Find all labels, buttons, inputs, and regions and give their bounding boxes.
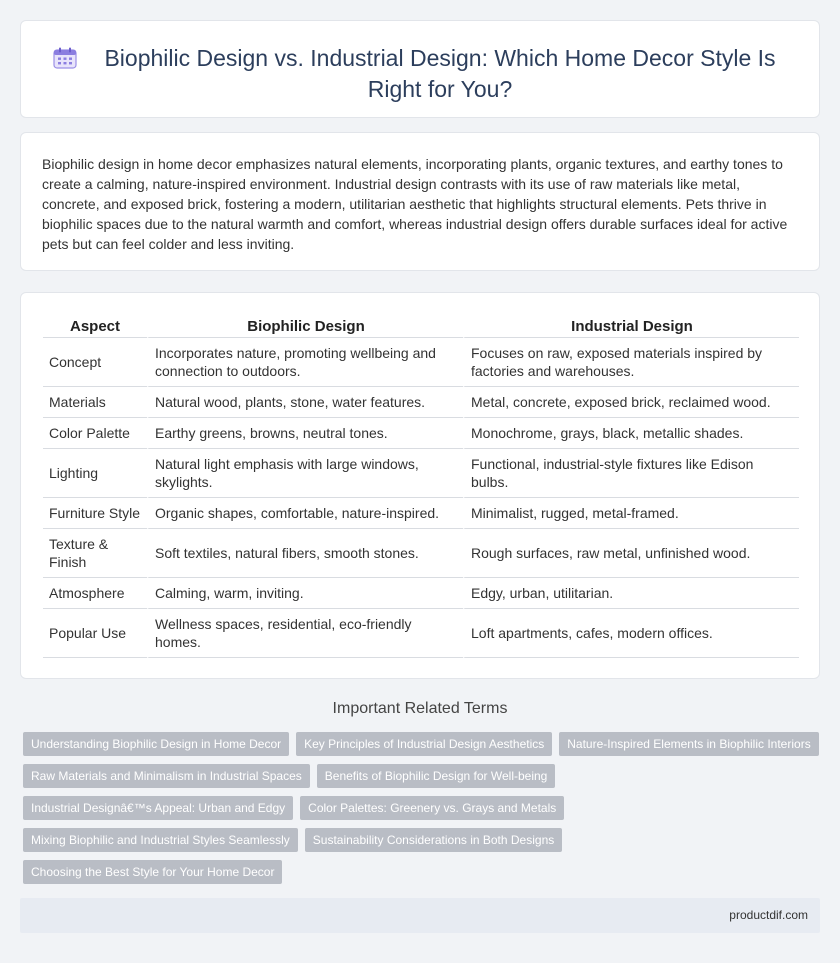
table-row <box>43 578 799 609</box>
table-row <box>43 449 799 498</box>
related-term-tag[interactable]: Nature-Inspired Elements in Biophilic Interiors <box>559 732 818 756</box>
aspect-cell: Atmosphere <box>43 578 147 609</box>
industrial-cell: Edgy, urban, utilitarian. <box>463 578 799 609</box>
industrial-cell: Loft apartments, cafes, modern offices. <box>463 609 799 658</box>
industrial-cell: Focuses on raw, exposed materials inspired by factories and warehouses. <box>463 338 799 387</box>
footer-site-link[interactable]: productdif.com <box>729 908 808 922</box>
biophilic-cell: Soft textiles, natural fibers, smooth stones. <box>147 529 463 578</box>
footer <box>20 898 820 933</box>
aspect-cell: Texture & Finish <box>43 529 147 578</box>
intro-paragraph: Biophilic design in home decor emphasizes natural elements, incorporating plants, organic textures, and earthy tones to create a calming, nature-inspired environment. Industrial design contrasts with its use of raw materials like metal, concrete, and exposed brick, fostering a modern, utilitarian aesthetic that highlights structural elements. Pets thrive in biophilic spaces due to the natural warmth and comfort, whereas industrial design offers durable surfaces ideal for active pets but can feel colder and less inviting. <box>42 156 788 252</box>
industrial-cell: Minimalist, rugged, metal-framed. <box>463 498 799 529</box>
intro-card <box>20 132 820 271</box>
aspect-cell: Lighting <box>43 449 147 498</box>
aspect-cell: Color Palette <box>43 418 147 449</box>
industrial-cell: Functional, industrial-style fixtures like Edison bulbs. <box>463 449 799 498</box>
related-term-tag[interactable]: Understanding Biophilic Design in Home Decor <box>23 732 289 756</box>
industrial-cell: Monochrome, grays, black, metallic shades. <box>463 418 799 449</box>
comparison-card <box>20 292 820 679</box>
table-row <box>43 498 799 529</box>
related-term-tag[interactable]: Choosing the Best Style for Your Home Decor <box>23 860 282 884</box>
comparison-table <box>43 315 799 658</box>
calendar-icon <box>53 47 77 69</box>
table-header-row <box>43 315 799 338</box>
related-term-tag[interactable]: Raw Materials and Minimalism in Industrial Spaces <box>23 764 310 788</box>
related-term-tag[interactable]: Industrial Designâ€™s Appeal: Urban and Edgy <box>23 796 293 820</box>
biophilic-cell: Earthy greens, browns, neutral tones. <box>147 418 463 449</box>
table-row <box>43 609 799 658</box>
biophilic-cell: Natural wood, plants, stone, water features. <box>147 387 463 418</box>
header-card <box>20 20 820 118</box>
industrial-cell: Metal, concrete, exposed brick, reclaimed wood. <box>463 387 799 418</box>
related-term-tag[interactable]: Color Palettes: Greenery vs. Grays and Metals <box>300 796 564 820</box>
industrial-cell: Rough surfaces, raw metal, unfinished wood. <box>463 529 799 578</box>
related-term-tag[interactable]: Sustainability Considerations in Both Designs <box>305 828 562 852</box>
table-row <box>43 387 799 418</box>
biophilic-cell: Calming, warm, inviting. <box>147 578 463 609</box>
related-terms-heading: Important Related Terms <box>332 700 508 717</box>
aspect-cell: Popular Use <box>43 609 147 658</box>
header-industrial: Industrial Design <box>463 315 799 338</box>
header-biophilic: Biophilic Design <box>147 315 463 338</box>
table-row <box>43 529 799 578</box>
biophilic-cell: Wellness spaces, residential, eco-friendly homes. <box>147 609 463 658</box>
related-terms-list <box>23 732 823 892</box>
biophilic-cell: Natural light emphasis with large windows, skylights. <box>147 449 463 498</box>
related-term-tag[interactable]: Mixing Biophilic and Industrial Styles Seamlessly <box>23 828 298 852</box>
related-term-tag[interactable]: Benefits of Biophilic Design for Well-being <box>317 764 556 788</box>
aspect-cell: Concept <box>43 338 147 387</box>
aspect-cell: Materials <box>43 387 147 418</box>
table-row <box>43 338 799 387</box>
table-row <box>43 418 799 449</box>
aspect-cell: Furniture Style <box>43 498 147 529</box>
related-term-tag[interactable]: Key Principles of Industrial Design Aesthetics <box>296 732 552 756</box>
page-title: Biophilic Design vs. Industrial Design: Which Home Decor Style Is Right for You? <box>104 45 776 102</box>
biophilic-cell: Organic shapes, comfortable, nature-inspired. <box>147 498 463 529</box>
header-aspect: Aspect <box>43 315 147 338</box>
biophilic-cell: Incorporates nature, promoting wellbeing and connection to outdoors. <box>147 338 463 387</box>
